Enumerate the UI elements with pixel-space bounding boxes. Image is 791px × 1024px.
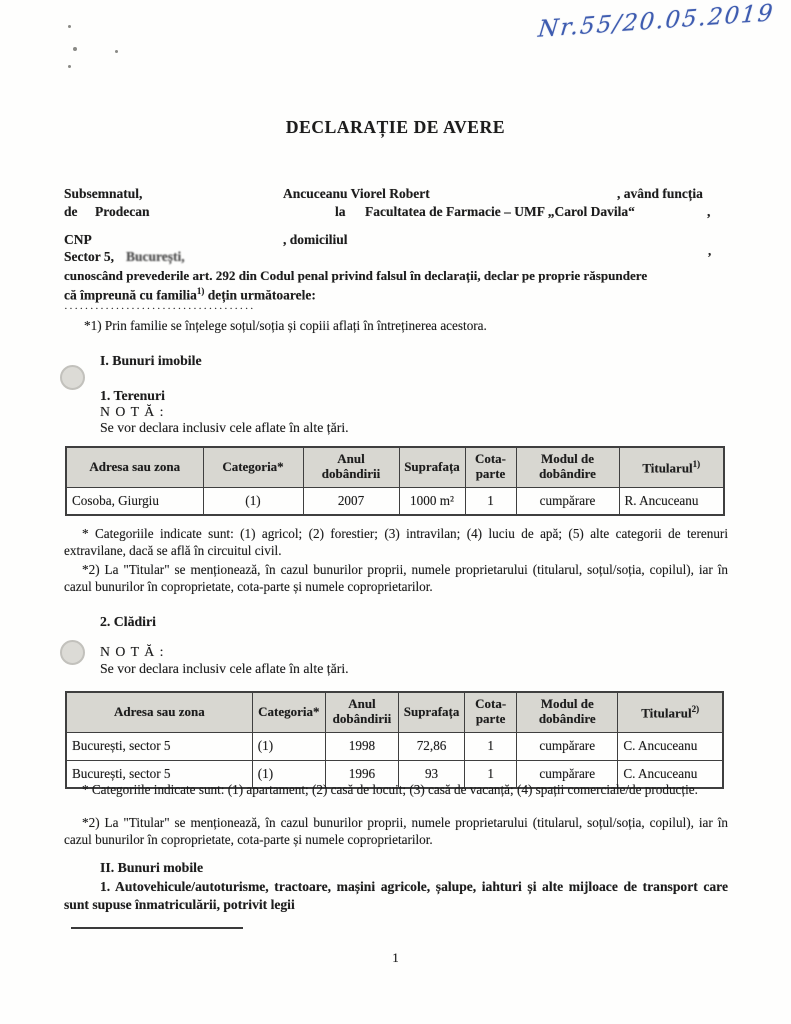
col-header-cota-parte: Cota-parte <box>465 447 516 487</box>
subsection-cladiri: 2. Clădiri <box>100 614 156 629</box>
label-avand-functia: , având funcția <box>617 186 703 201</box>
declarant-role: Prodecan <box>95 204 150 219</box>
cell-modul: cumpărare <box>517 732 618 760</box>
footnote-marker-1: 1) <box>196 286 205 296</box>
table-terenuri <box>65 446 725 516</box>
section-heading-bunuri-imobile: I. Bunuri imobile <box>100 353 202 368</box>
address-sector: Sector 5, <box>64 249 114 264</box>
section-heading-bunuri-mobile: II. Bunuri mobile <box>100 860 204 875</box>
oath-line: cunoscând prevederile art. 292 din Codul penal privind falsul în declarații, declar pe proprie răspundere <box>64 268 648 283</box>
label-la: la <box>335 204 346 219</box>
institution-name: Facultatea de Farmacie – UMF „Carol Davila“ <box>365 204 635 219</box>
titularul-label: Titularul <box>641 704 692 720</box>
col-header-titularul <box>618 692 723 732</box>
col-header-suprafata: Suprafața <box>399 447 465 487</box>
nota-label: N O T Ă : <box>100 644 165 659</box>
label-domiciliul: , domiciliul <box>283 232 348 247</box>
col-header-modul: Modul de dobândire <box>517 692 618 732</box>
table-terenuri-header-row <box>66 447 724 487</box>
label-de: de <box>64 204 78 219</box>
scan-speck <box>68 25 71 28</box>
trailing-comma: , <box>707 204 711 219</box>
hole-punch-mark <box>60 365 85 390</box>
col-header-suprafata: Suprafața <box>399 692 465 732</box>
family-line-text: că împreună cu familia <box>64 287 197 303</box>
cell-categoria: (1) <box>252 732 325 760</box>
cell-cota: 1 <box>465 732 517 760</box>
page-number: 1 <box>392 950 399 965</box>
nota-text: Se vor declara inclusiv cele aflate în alte țări. <box>100 420 349 435</box>
col-header-anul: Anul dobândirii <box>325 692 398 732</box>
col-header-modul: Modul de dobândire <box>516 447 619 487</box>
document-title: DECLARAȚIE DE AVERE <box>285 117 506 137</box>
cell-titular: C. Ancuceanu <box>618 732 723 760</box>
col-header-categoria: Categoria* <box>252 692 325 732</box>
scan-speck <box>73 47 77 51</box>
cell-suprafata: 1000 m² <box>399 487 465 515</box>
titularul-sup: 1) <box>692 458 701 469</box>
cell-categoria: (1) <box>203 487 303 515</box>
hole-punch-mark <box>60 640 85 665</box>
col-header-categoria: Categoria* <box>203 447 303 487</box>
table-cladiri <box>65 691 724 789</box>
footnote-titular-terenuri: *2) La "Titular" se menționează, în cazul bunurilor proprii, numele proprietarului (titularul, soțul/soția, copilul), iar în cazul bunurilor în coproprietate, cota-parte și numele coproprietarilor. <box>64 562 728 595</box>
handwritten-registration-number: Nr.55/20.05.2019 <box>536 0 776 43</box>
scan-speck <box>115 50 118 53</box>
cell-adresa: București, sector 5 <box>66 760 252 788</box>
cell-adresa: Cosoba, Giurgiu <box>66 487 203 515</box>
scan-speck <box>68 65 71 68</box>
footnote-categories-cladiri: * Categoriile indicate sunt: (1) apartament; (2) casă de locuit; (3) casă de vacanță; (4) spații comerciale/de producție. <box>82 782 698 797</box>
cell-categoria: (1) <box>252 760 325 788</box>
label-subsemnatul: Subsemnatul, <box>64 186 143 201</box>
cell-suprafata: 72,86 <box>399 732 465 760</box>
col-header-adresa: Adresa sau zona <box>66 447 203 487</box>
footnote-categories-terenuri: * Categoriile indicate sunt: (1) agricol; (2) forestier; (3) intravilan; (4) luciu de apă; (5) alte categorii de terenuri extravilane, dacă se află în circuitul civil. <box>64 526 728 559</box>
declarant-name: Ancuceanu Viorel Robert <box>283 186 430 201</box>
cell-adresa: București, sector 5 <box>66 732 252 760</box>
subsection-terenuri: 1. Terenuri <box>100 388 165 403</box>
cell-anul: 1996 <box>325 760 398 788</box>
cell-modul: cumpărare <box>517 760 618 788</box>
titularul-sup: 2) <box>691 703 700 714</box>
label-cnp: CNP <box>64 232 92 247</box>
cell-titular: C. Ancuceanu <box>618 760 723 788</box>
bunuri-mobile-text: 1. Autovehicule/autoturisme, tractoare, mașini agricole, șalupe, iahturi și alte mijloace de transport care sunt supuse înmatriculării, potrivit legii <box>64 879 728 912</box>
table-row <box>66 732 723 760</box>
titularul-label: Titularul <box>642 459 693 475</box>
cell-suprafata: 93 <box>399 760 465 788</box>
footnote-family-definition: *1) Prin familie se înțelege soțul/soția și copiii aflați în întreținerea acestora. <box>84 318 487 333</box>
cell-cota: 1 <box>465 487 516 515</box>
col-header-cota-parte: Cota-parte <box>465 692 517 732</box>
footnote-titular-cladiri: *2) La "Titular" se menționează, în cazul bunurilor proprii, numele proprietarului (titularul, soțul/soția, copilul), iar în cazul bunurilor în coproprietate, cota-parte și numele coproprietarilor. <box>64 815 728 848</box>
table-cladiri-header-row <box>66 692 723 732</box>
footnote-separator-line <box>71 927 243 929</box>
raised-trailing-comma: , <box>708 243 712 258</box>
col-header-adresa: Adresa sau zona <box>66 692 252 732</box>
cell-cota: 1 <box>465 760 517 788</box>
cell-anul: 2007 <box>303 487 399 515</box>
col-header-titularul <box>619 447 724 487</box>
family-line-tail: dețin următoarele: <box>204 287 316 303</box>
address-city-faded: București, <box>126 249 185 264</box>
family-line <box>64 286 727 304</box>
cell-titular: R. Ancuceanu <box>619 487 724 515</box>
dotted-separator: ····································· <box>64 303 256 315</box>
nota-label: N O T Ă : <box>100 404 165 419</box>
table-row <box>66 487 724 515</box>
cell-modul: cumpărare <box>516 487 619 515</box>
nota-text: Se vor declara inclusiv cele aflate în alte țări. <box>100 661 349 676</box>
cell-anul: 1998 <box>325 732 398 760</box>
col-header-anul: Anul dobândirii <box>303 447 399 487</box>
